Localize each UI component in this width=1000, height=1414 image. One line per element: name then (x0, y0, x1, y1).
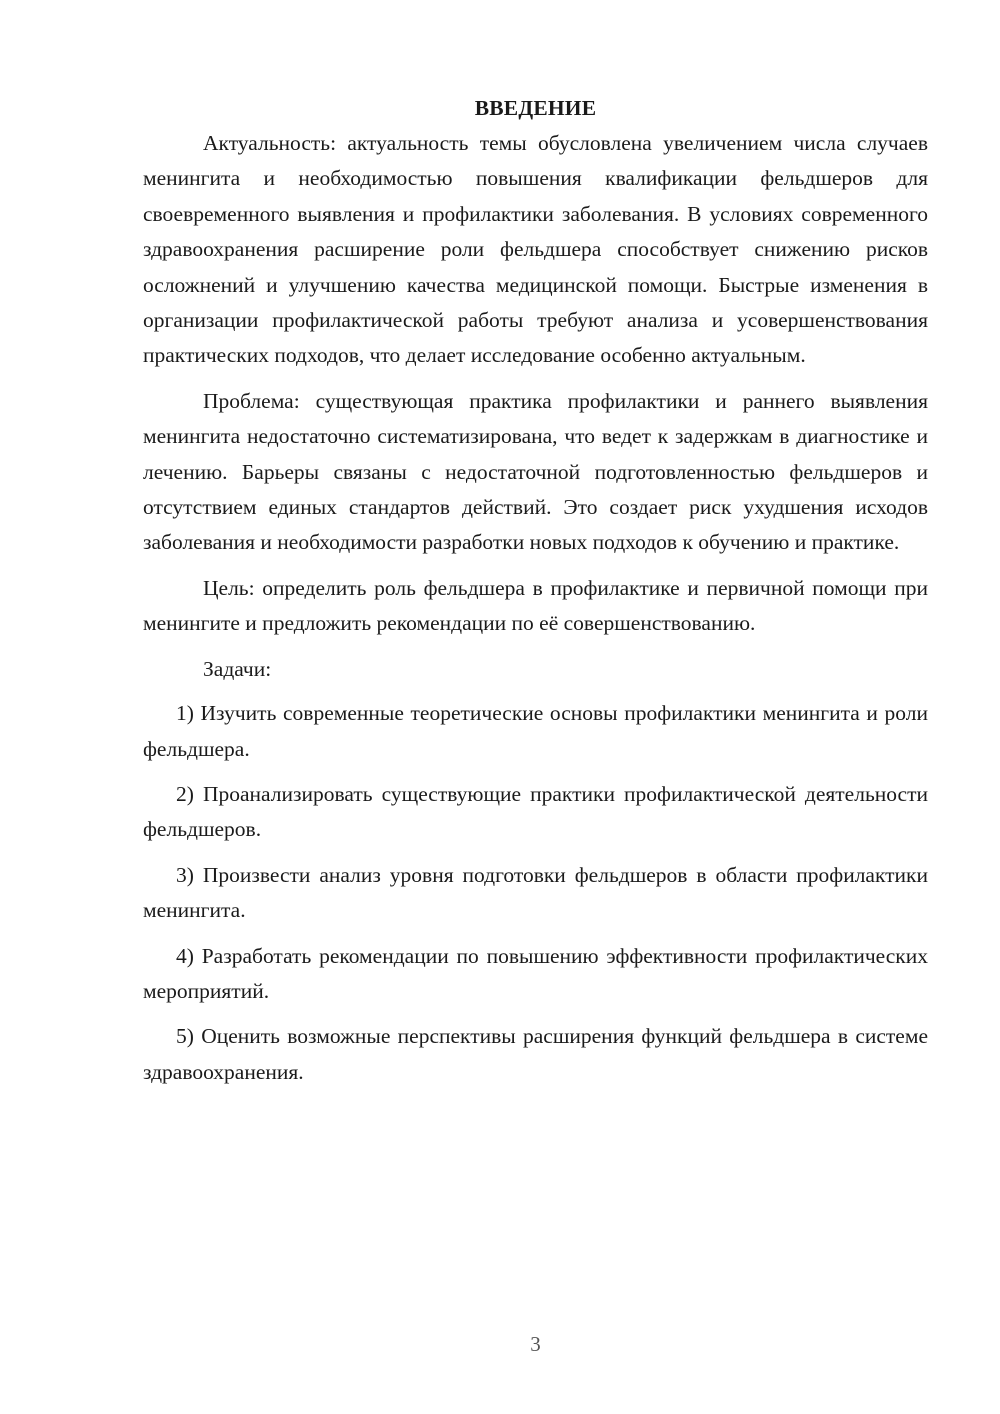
task-item: 2) Проанализировать существующие практики профилактической деятельности фельдшеров. (143, 781, 928, 842)
task-item: 1) Изучить современные теоретические основы профилактики менингита и роли фельдшера. (143, 701, 928, 761)
problem-paragraph: Проблема: существующая практика профилактики и раннего выявления менингита недостаточно систематизирована, что ведет к задержкам в диагностике и лечению. Барьеры связаны с недостаточной подготовленностью фельдшеров и отсутствием единых стандартов действий. Это создает риск ухудшения исходов заболевания и необходимости разработки новых подходов к обучению и практике. (143, 388, 928, 555)
relevance-paragraph: Актуальность: актуальность темы обусловлена увеличением числа случаев менингита и необходимостью повышения квалификации фельдшеров для своевременного выявления и профилактики заболевания. В условиях современного здравоохранения расширение роли фельдшера способствует снижению рисков осложнений и улучшению качества медицинской помощи. Быстрые изменения в организации профилактической работы требуют анализа и усовершенствования практических подходов, что делает исследование особенно актуальным. (143, 131, 928, 368)
task-item: 3) Произвести анализ уровня подготовки фельдшеров в области профилактики менингита. (143, 862, 928, 923)
document-page (143, 90, 928, 1090)
task-item: 4) Разработать рекомендации по повышению эффективности профилактических мероприятий. (143, 943, 928, 1003)
section-heading: ВВЕДЕНИЕ (474, 96, 597, 120)
task-item: 5) Оценить возможные перспективы расширения функций фельдшера в системе здравоохранения. (143, 1024, 928, 1084)
tasks-label: Задачи: (203, 656, 272, 681)
goal-paragraph: Цель: определить роль фельдшера в профилактике и первичной помощи при менингите и предложить рекомендации по её совершенствованию. (143, 575, 928, 636)
page-number: 3 (530, 1332, 541, 1356)
